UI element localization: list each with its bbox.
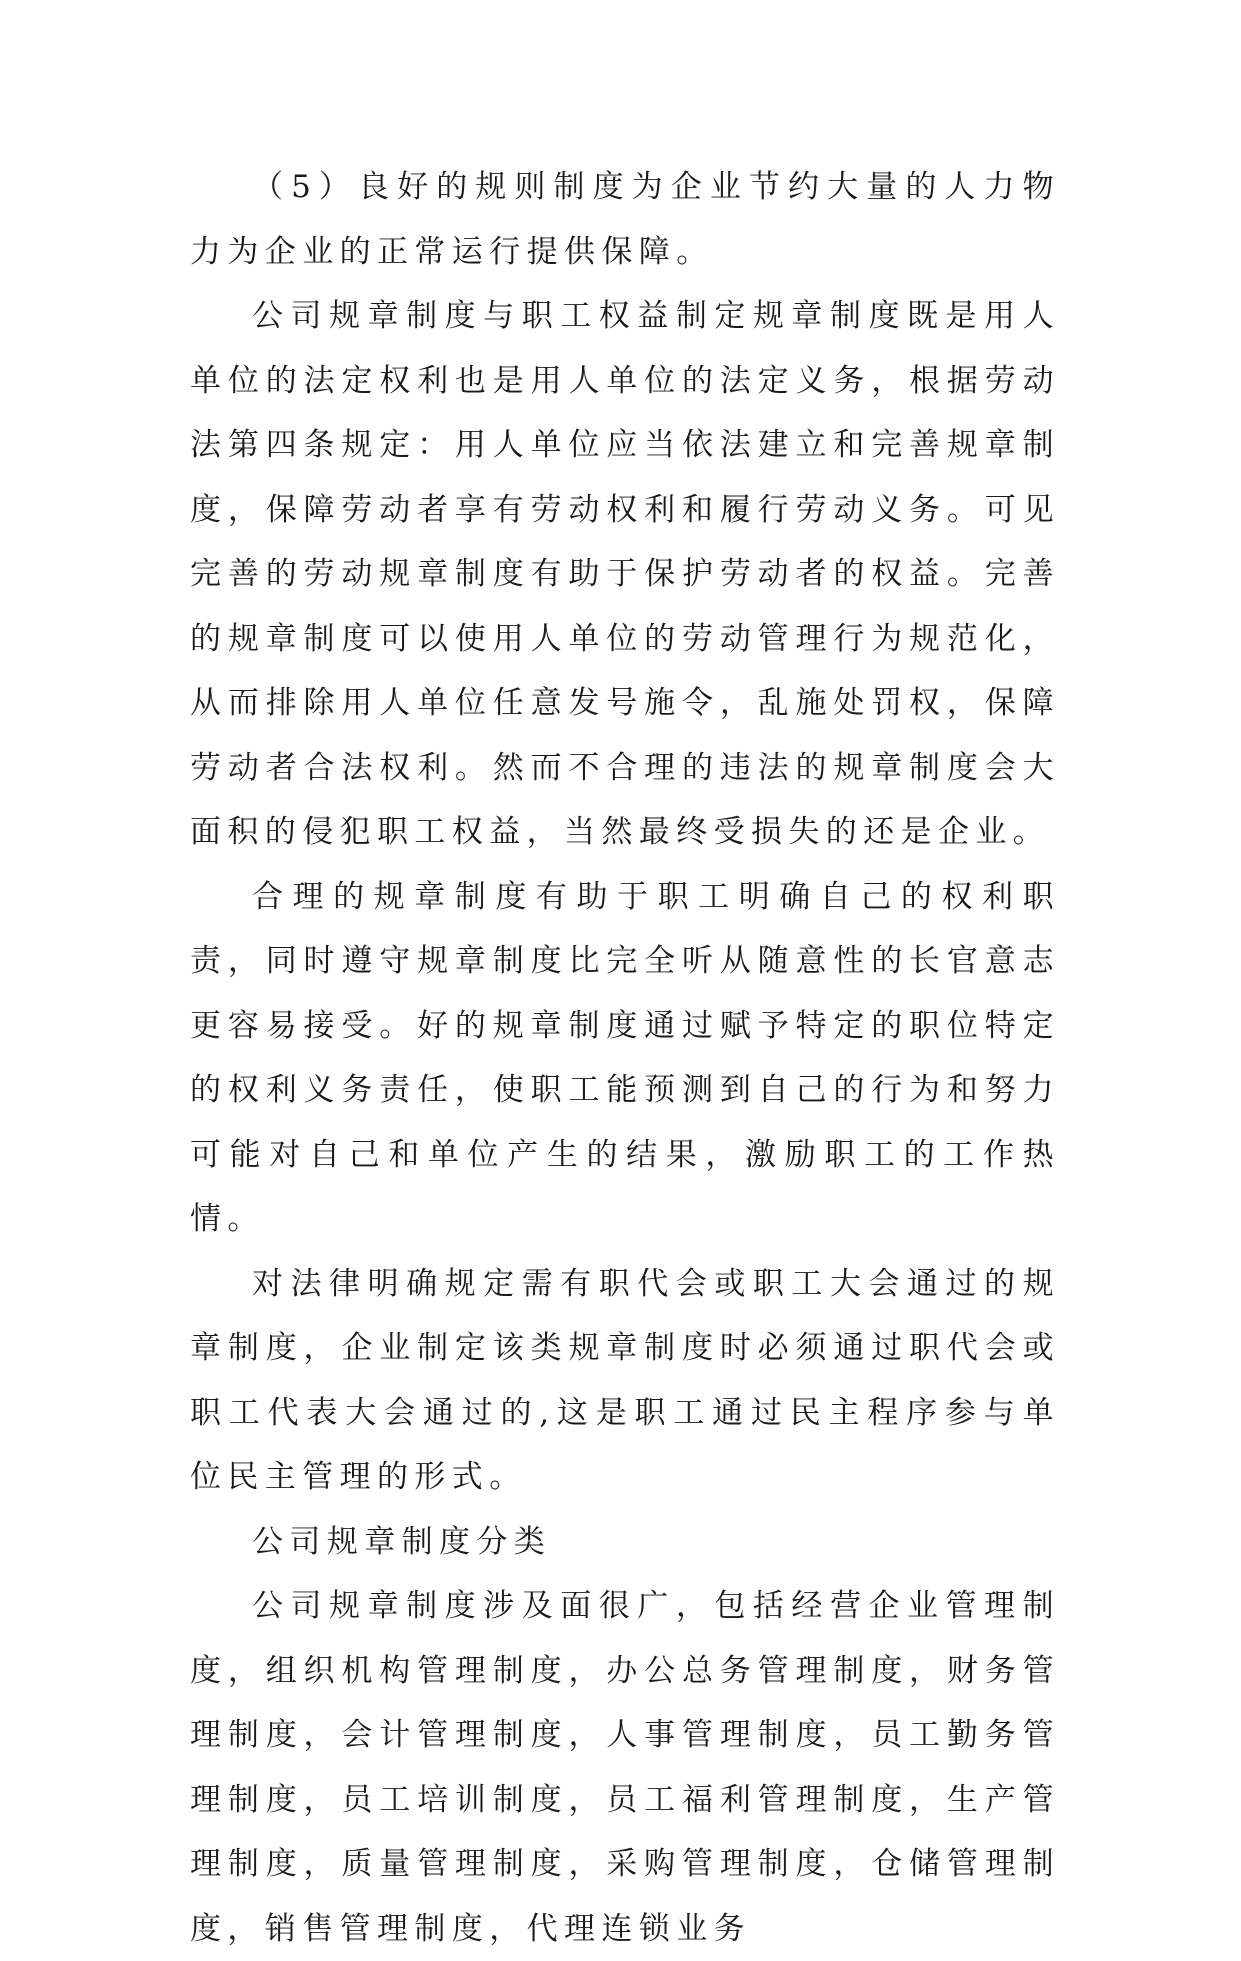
document-body <box>190 155 1060 1961</box>
paragraph-classification-list: 公司规章制度涉及面很广，包括经营企业管理制度，组织机构管理制度，办公总务管理制度，财务管理制度，会计管理制度，人事管理制度，员工勤务管理制度，员工培训制度，员工福利管理制度，生产管理制度，质量管理制度，采购管理制度，仓储管理制度，销售管理制度，代理连锁业务 <box>190 1588 1060 1947</box>
section-heading-classification: 公司规章制度分类 <box>252 1523 552 1560</box>
paragraph-efficiency: （5）良好的规则制度为企业节约大量的人力物力为企业的正常运行提供保障。 <box>190 169 1060 270</box>
paragraph-congress-approval: 对法律明确规定需有职代会或职工大会通过的规章制度，企业制定该类规章制度时必须通过职代会或职工代表大会通过的,这是职工通过民主程序参与单位民主管理的形式。 <box>190 1265 1060 1495</box>
paragraph-employee-rights: 公司规章制度与职工权益制定规章制度既是用人单位的法定权利也是用人单位的法定义务，根据劳动法第四条规定：用人单位应当依法建立和完善规章制度，保障劳动者享有劳动权利和履行劳动义务。可见完善的劳动规章制度有助于保护劳动者的权益。完善的规章制度可以使用人单位的劳动管理行为规范化，从而排除用人单位任意发号施令，乱施处罚权，保障劳动者合法权利。然而不合理的违法的规章制度会大面积的侵犯职工权益，当然最终受损失的还是企业。 <box>190 298 1060 850</box>
paragraph-responsibility: 合理的规章制度有助于职工明确自己的权利职责，同时遵守规章制度比完全听从随意性的长官意志更容易接受。好的规章制度通过赋予特定的职位特定的权利义务责任，使职工能预测到自己的行为和努力可能对自己和单位产生的结果，激励职工的工作热情。 <box>190 878 1060 1237</box>
